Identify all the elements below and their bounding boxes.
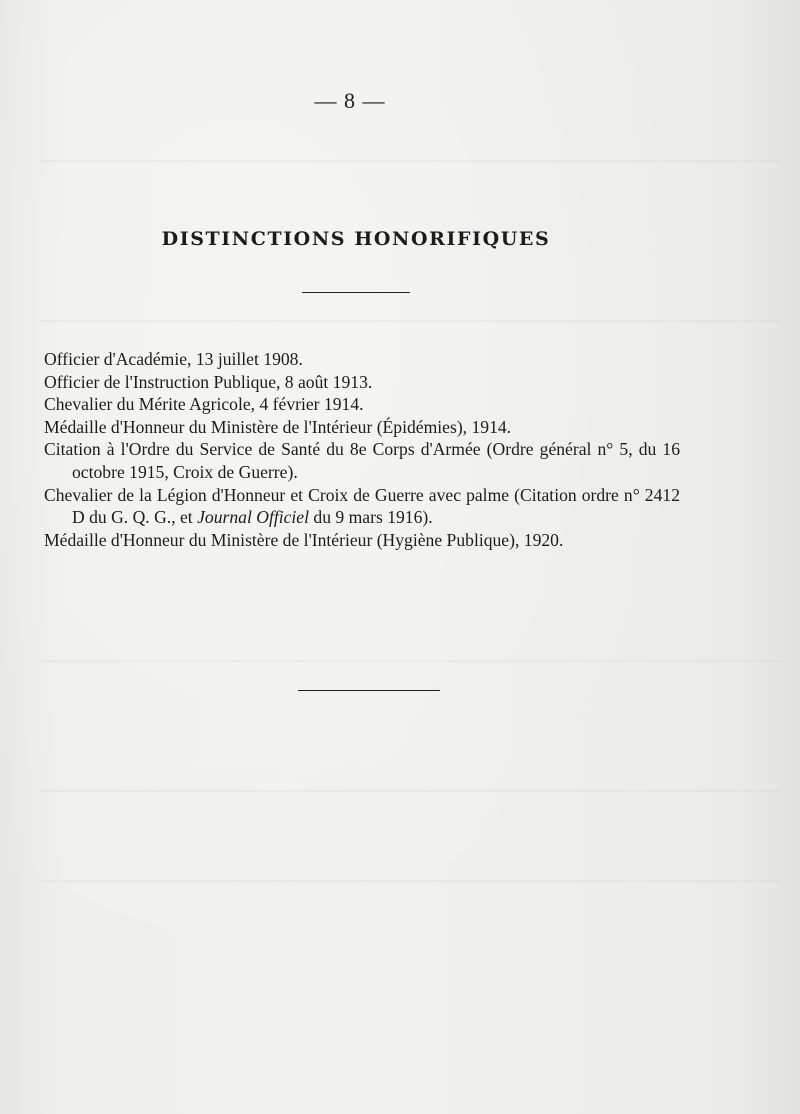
closing-rule xyxy=(298,690,440,691)
distinction-entry: Médaille d'Honneur du Ministère de l'Intérieur (Hygiène Publique), 1920. xyxy=(44,529,564,550)
heading-rule xyxy=(302,292,410,293)
entry-text-before: Chevalier de la Légion d'Honneur et Croix de Guerre avec palme (Citation ordre n° 2412 D du G. Q. G., et xyxy=(44,484,680,528)
page-number: — 8 — xyxy=(314,88,386,113)
distinction-entry: Officier d'Académie, 13 juillet 1908. xyxy=(44,349,303,369)
distinction-entry: Citation à l'Ordre du Service de Santé du 8e Corps d'Armée (Ordre général n° 5, du 16 octobre 1915, Croix de Guerre). xyxy=(44,439,680,482)
bleed-through-line xyxy=(40,160,780,162)
distinctions-list xyxy=(44,348,680,551)
distinction-entry: Médaille d'Honneur du Ministère de l'Intérieur (Épidémies), 1914. xyxy=(44,416,512,437)
entry-text-after: du 9 mars 1916). xyxy=(309,507,433,528)
distinction-entry: Officier de l'Instruction Publique, 8 août 1913. xyxy=(44,371,373,392)
journal-title: Journal Officiel xyxy=(197,507,310,528)
bleed-through-line xyxy=(40,790,780,792)
distinction-entry xyxy=(44,484,680,529)
section-heading: DISTINCTIONS HONORIFIQUES xyxy=(161,228,551,250)
bleed-through-line xyxy=(40,320,780,322)
distinction-entry: Chevalier du Mérite Agricole, 4 février 1914. xyxy=(44,394,364,415)
bleed-through-line xyxy=(40,880,780,882)
bleed-through-line xyxy=(40,660,780,662)
